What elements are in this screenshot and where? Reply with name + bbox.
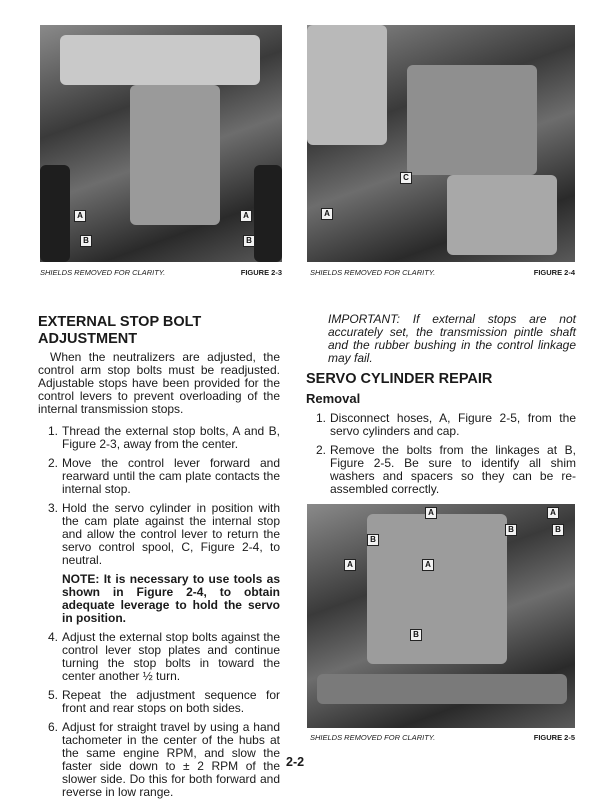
photo-panel: [60, 35, 260, 85]
page-number: 2-2: [286, 755, 305, 769]
note: NOTE: It is necessary to use tools as shown in Figure 2-4, to obtain adequate leverage to hold the servo in position.: [62, 572, 280, 625]
steps-list: [38, 425, 280, 567]
callout-a: A: [422, 559, 434, 571]
intro-paragraph: When the neutralizers are adjusted, the control arm stop bolts must be readjusted. Adjustable stops have been provided for the control levers to prevent overloading of the internal transmission stops.: [38, 350, 280, 416]
step-text: Adjust the external stop bolts against the control lever stop plates and continue turning the stop bolts in toward the center another ½ turn.: [62, 630, 280, 683]
list-item: [306, 412, 576, 438]
photo-servo-cylinders: [367, 514, 507, 664]
photo-transmission: [130, 85, 220, 225]
step-number: 5.: [48, 688, 59, 702]
section-heading: EXTERNAL STOP BOLT ADJUSTMENT: [38, 314, 202, 347]
step-number: 2.: [48, 456, 59, 470]
callout-b: B: [552, 524, 564, 536]
important-note: IMPORTANT: If external stops are not accurately set, the transmission pintle shaft and the rubber bushing in the control linkage may fail.: [328, 312, 576, 365]
caption-text: SHIELDS REMOVED FOR CLARITY.: [40, 268, 166, 277]
step-number: 2.: [316, 443, 327, 457]
step-text: Move the control lever forward and rearward until the cam plate contacts the internal stop.: [62, 456, 280, 496]
step-number: 4.: [48, 630, 59, 644]
step-number: 1.: [316, 411, 327, 425]
callout-a: A: [425, 507, 437, 519]
figure-2-3-caption: [40, 268, 282, 277]
list-item: [38, 721, 280, 799]
step-text: Thread the external stop bolts, A and B, Figure 2-3, away from the center.: [62, 424, 280, 451]
figure-2-3-photo: [40, 25, 282, 262]
step-number: 1.: [48, 424, 59, 438]
photo-tire-right: [254, 165, 282, 262]
list-item: [38, 631, 280, 683]
left-column: [38, 314, 280, 805]
step-number: 6.: [48, 720, 59, 734]
callout-a: A: [74, 210, 86, 222]
step-text: Disconnect hoses, A, Figure 2-5, from the servo cylinders and cap.: [330, 411, 576, 438]
callout-a: A: [240, 210, 252, 222]
list-item: [306, 444, 576, 496]
steps-list-continued: [38, 631, 280, 799]
list-item: [38, 689, 280, 715]
figure-2-4-caption: [310, 268, 575, 277]
figure-label: FIGURE 2-3: [240, 268, 282, 277]
steps-list: [306, 412, 576, 496]
callout-b: B: [367, 534, 379, 546]
caption-text: SHIELDS REMOVED FOR CLARITY.: [310, 268, 436, 277]
section-heading: SERVO CYLINDER REPAIR: [306, 371, 493, 387]
figure-2-4-photo: [307, 25, 575, 262]
list-item: [38, 457, 280, 496]
figure-2-5-caption: [310, 733, 575, 742]
photo-hand: [307, 25, 387, 145]
callout-a: A: [344, 559, 356, 571]
figure-2-5-photo: [307, 504, 575, 728]
callout-b: B: [243, 235, 255, 247]
photo-pump: [447, 175, 557, 255]
step-number: 3.: [48, 501, 59, 515]
figure-label: FIGURE 2-4: [533, 268, 575, 277]
caption-text: SHIELDS REMOVED FOR CLARITY.: [310, 733, 436, 742]
step-text: Repeat the adjustment sequence for front and rear stops on both sides.: [62, 688, 280, 715]
callout-b: B: [410, 629, 422, 641]
list-item: [38, 425, 280, 451]
callout-a: A: [321, 208, 333, 220]
photo-tire-left: [40, 165, 70, 262]
figure-label: FIGURE 2-5: [533, 733, 575, 742]
right-column: [306, 313, 576, 742]
subheading: Removal: [306, 391, 361, 406]
step-text: Remove the bolts from the linkages at B, Figure 2-5. Be sure to identify all shim washers and spacers so they can be re-assembled correctly.: [330, 443, 576, 496]
step-text: Hold the servo cylinder in position with the cam plate against the internal stop and allow the control lever to return the servo control spool, C, Figure 2-4, to neutral.: [62, 501, 280, 567]
callout-b: B: [505, 524, 517, 536]
list-item: [38, 502, 280, 567]
photo-frame: [317, 674, 567, 704]
step-text: Adjust for straight travel by using a hand tachometer in the center of the hubs at the same engine RPM, and slow the faster side down to ± 2 RPM of the slower side. Do this for both forward and reverse in low range.: [62, 720, 280, 799]
photo-servo: [407, 65, 537, 175]
callout-b: B: [80, 235, 92, 247]
callout-a: A: [547, 507, 559, 519]
callout-c: C: [400, 172, 412, 184]
